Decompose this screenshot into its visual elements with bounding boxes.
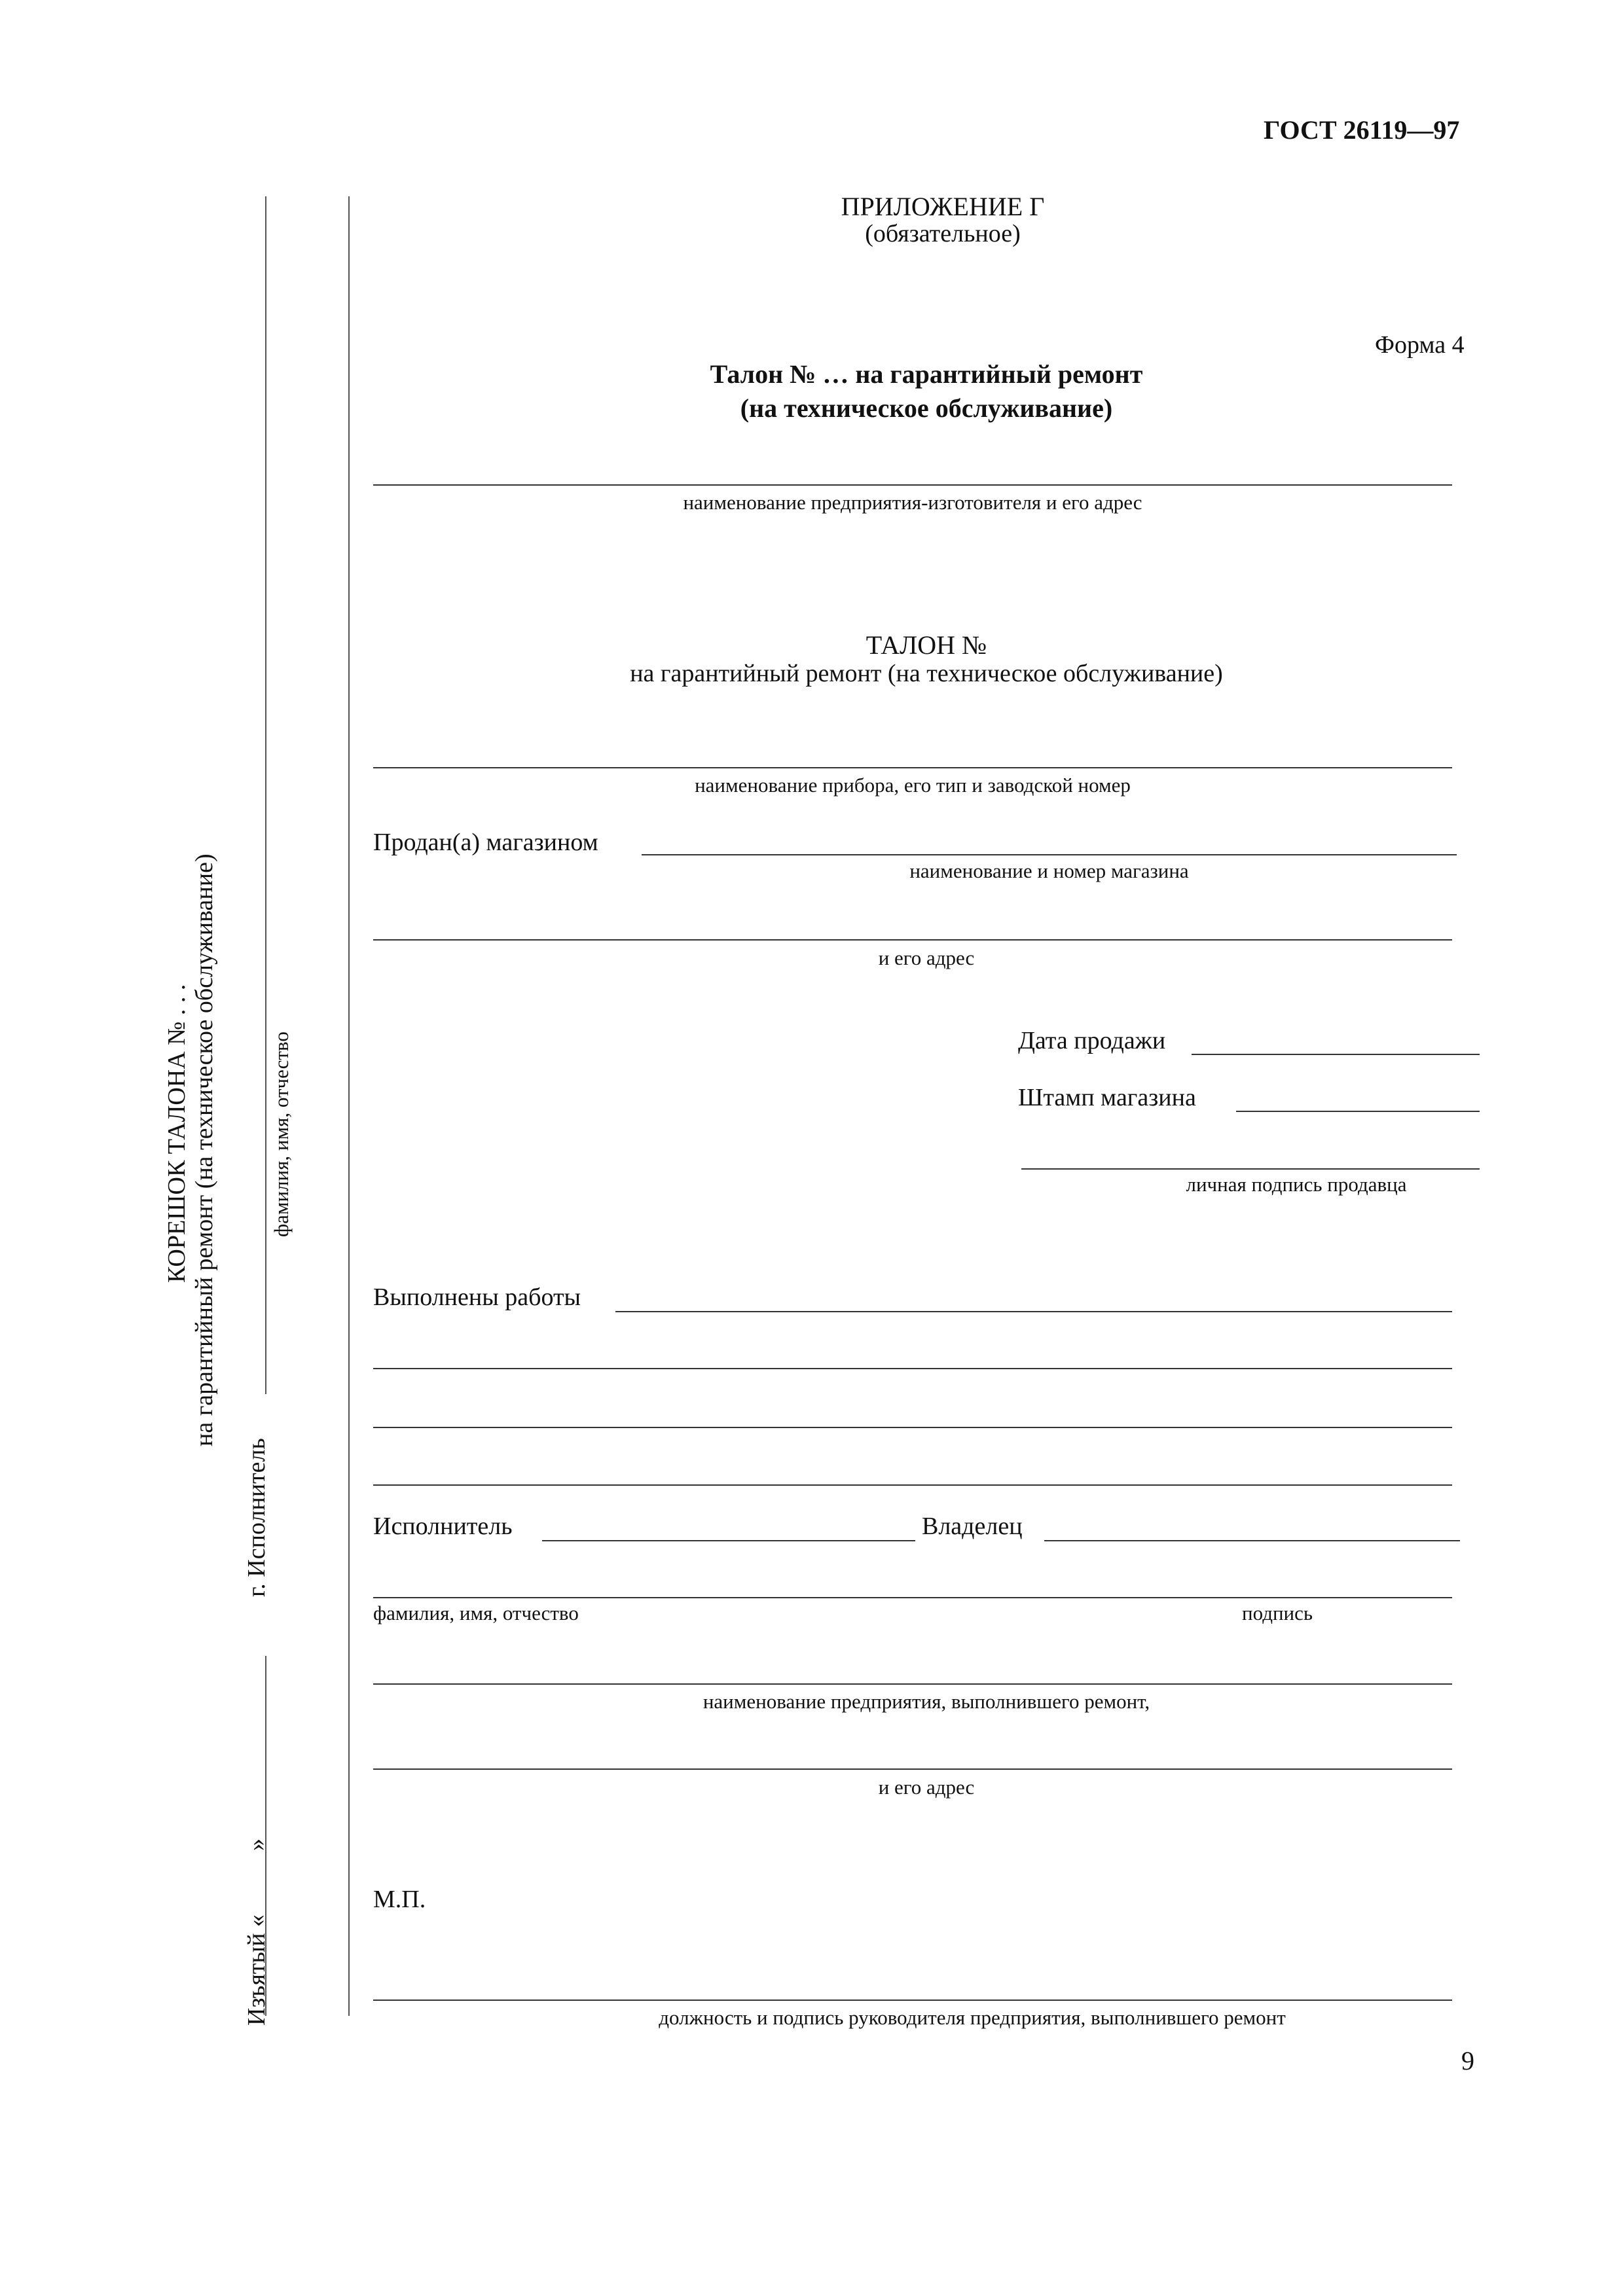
store-address-line[interactable] bbox=[373, 939, 1452, 941]
store-stamp-line[interactable] bbox=[1236, 1111, 1480, 1112]
works-line-2[interactable] bbox=[373, 1368, 1452, 1369]
repair-address-line[interactable] bbox=[373, 1768, 1452, 1770]
stub-city-executor-label: г. Исполнитель bbox=[243, 1438, 270, 1597]
executor-label: Исполнитель bbox=[373, 1513, 513, 1540]
stub-fio-caption: фамилия, имя, отчество bbox=[270, 1031, 293, 1237]
stub-withdrawn-close: » bbox=[243, 1839, 270, 1851]
sale-date-label: Дата продажи bbox=[1018, 1027, 1166, 1054]
form-title: Талон № … на гарантийный ремонт bbox=[710, 359, 1143, 389]
coupon-subtitle: на гарантийный ремонт (на техническое обслуживание) bbox=[630, 660, 1223, 687]
appendix-subtitle: (обязательное) bbox=[865, 220, 1021, 247]
form-label: Форма 4 bbox=[1375, 331, 1465, 359]
store-line[interactable] bbox=[642, 854, 1457, 855]
sale-date-line[interactable] bbox=[1192, 1054, 1480, 1055]
fio-signature-line[interactable] bbox=[373, 1597, 1452, 1598]
store-address-caption: и его адрес bbox=[878, 946, 975, 969]
signature-caption: подпись bbox=[1242, 1602, 1313, 1624]
stamp-place-label: М.П. bbox=[373, 1886, 426, 1913]
page-number: 9 bbox=[1461, 2046, 1474, 2075]
stub-withdrawn-label: Изъятый « bbox=[243, 1914, 270, 2026]
repair-company-caption: наименование предприятия, выполнившего ремонт, bbox=[702, 1690, 1150, 1713]
coupon-title: ТАЛОН № bbox=[866, 630, 987, 660]
seller-signature-line[interactable] bbox=[1021, 1168, 1480, 1170]
works-line-4[interactable] bbox=[373, 1484, 1452, 1486]
repair-address-caption: и его адрес bbox=[878, 1776, 975, 1799]
stub-fio-line bbox=[265, 196, 266, 1394]
director-caption: должность и подпись руководителя предприятия, выполнившего ремонт bbox=[659, 2006, 1286, 2029]
stub-title: КОРЕШОК ТАЛОНА № . . . bbox=[163, 984, 191, 1283]
stub-divider-line bbox=[348, 196, 350, 2016]
owner-line[interactable] bbox=[1044, 1540, 1460, 1541]
appendix-title: ПРИЛОЖЕНИЕ Г bbox=[841, 192, 1045, 221]
repair-company-line[interactable] bbox=[373, 1683, 1452, 1685]
fio-caption: фамилия, имя, отчество bbox=[373, 1602, 579, 1624]
document-code: ГОСТ 26119—97 bbox=[1264, 115, 1460, 145]
form-title-line2: (на техническое обслуживание) bbox=[740, 393, 1113, 423]
sold-label: Продан(а) магазином bbox=[373, 829, 598, 856]
device-caption: наименование прибора, его тип и заводской номер bbox=[695, 774, 1131, 797]
device-line[interactable] bbox=[373, 767, 1452, 768]
executor-line[interactable] bbox=[542, 1540, 915, 1541]
director-line[interactable] bbox=[373, 2000, 1452, 2001]
seller-signature-caption: личная подпись продавца bbox=[1186, 1173, 1407, 1196]
store-caption: наименование и номер магазина bbox=[909, 859, 1189, 882]
works-line-1[interactable] bbox=[615, 1311, 1452, 1312]
manufacturer-line[interactable] bbox=[373, 484, 1452, 486]
works-label: Выполнены работы bbox=[373, 1283, 581, 1311]
store-stamp-label: Штамп магазина bbox=[1018, 1084, 1196, 1111]
works-line-3[interactable] bbox=[373, 1427, 1452, 1428]
owner-label: Владелец bbox=[922, 1513, 1023, 1540]
stub-subtitle: на гарантийный ремонт (на техническое обслуживание) bbox=[191, 853, 218, 1446]
manufacturer-caption: наименование предприятия-изготовителя и его адрес bbox=[683, 491, 1142, 514]
